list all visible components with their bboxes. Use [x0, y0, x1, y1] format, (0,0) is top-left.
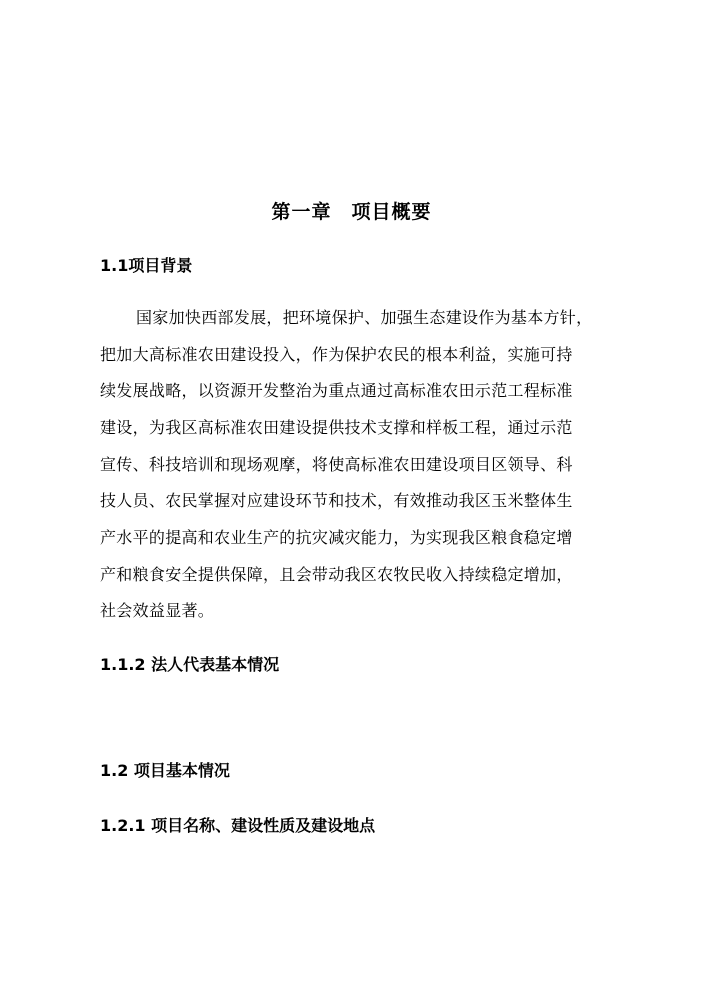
paragraph-line: 建设，为我区高标准农田建设提供技术支撑和样板工程，通过示范	[100, 418, 573, 437]
section-heading-1-1-2: 1.1.2 法人代表基本情况	[100, 655, 280, 674]
paragraph-line: 宣传、科技培训和现场观摩，将使高标准农田建设项目区领导、科	[100, 455, 573, 474]
section-heading-1-1: 1.1项目背景	[100, 256, 193, 275]
paragraph-line: 社会效益显著。	[100, 601, 215, 620]
paragraph-line: 技人员、农民掌握对应建设环节和技术，有效推动我区玉米整体生	[100, 491, 573, 510]
paragraph-line: 国家加快西部发展，把环境保护、加强生态建设作为基本方针，	[136, 308, 593, 327]
paragraph-line: 产水平的提高和农业生产的抗灾减灾能力，为实现我区粮食稳定增	[100, 528, 573, 547]
section-heading-1-2-1: 1.2.1 项目名称、建设性质及建设地点	[100, 816, 376, 835]
section-heading-1-2: 1.2 项目基本情况	[100, 761, 230, 780]
paragraph-line: 把加大高标准农田建设投入，作为保护农民的根本利益，实施可持	[100, 345, 573, 364]
paragraph-line: 续发展战略，以资源开发整治为重点通过高标准农田示范工程标准	[100, 381, 573, 400]
chapter-title: 第一章 项目概要	[271, 201, 432, 223]
paragraph-line: 产和粮食安全提供保障，且会带动我区农牧民收入持续稳定增加，	[100, 565, 573, 584]
